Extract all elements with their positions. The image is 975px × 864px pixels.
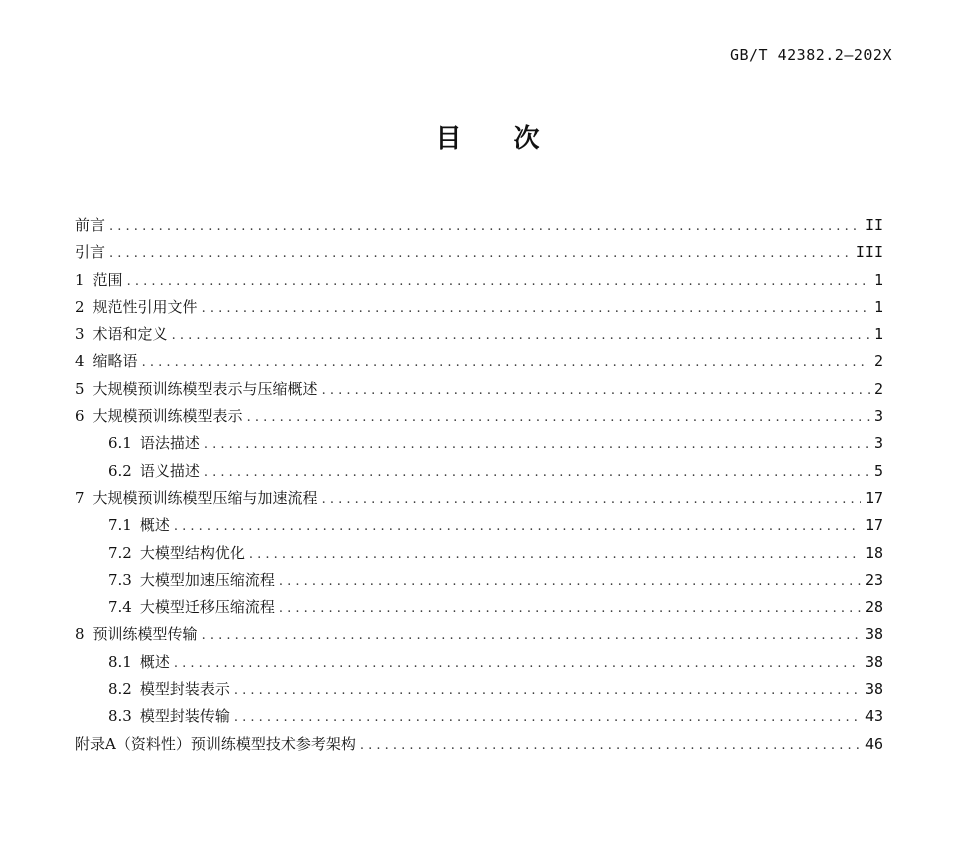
title-char-1: 目 (435, 124, 462, 154)
toc-entry[interactable] (75, 212, 883, 239)
table-of-contents (75, 212, 883, 758)
toc-page-number: II (864, 216, 883, 234)
toc-entry[interactable] (75, 567, 883, 594)
toc-entry-label (75, 212, 107, 239)
toc-page-number: 38 (864, 652, 883, 671)
toc-entry-label (75, 267, 125, 294)
toc-leader-dots (125, 268, 870, 294)
toc-entry-text: 引言 (75, 243, 106, 262)
toc-entry-label (108, 567, 277, 594)
toc-entry[interactable] (75, 594, 883, 621)
toc-page-number: 17 (864, 516, 883, 535)
toc-leader-dots (277, 568, 861, 594)
toc-entry-number: 5 (75, 379, 85, 398)
toc-leader-dots (202, 459, 870, 485)
toc-page-number: 3 (873, 434, 883, 453)
toc-entry-text: 缩略语 (92, 352, 138, 371)
toc-entry-number: 6 (75, 407, 85, 426)
toc-entry[interactable] (75, 321, 883, 348)
toc-leader-dots (277, 595, 861, 621)
toc-entry-number: 7.2 (108, 543, 132, 562)
toc-entry-text: 大规模预训练模型表示与压缩概述 (92, 379, 318, 398)
toc-entry-text: 大规模预训练模型表示 (92, 407, 243, 426)
toc-page-number: 17 (864, 488, 883, 507)
toc-entry[interactable] (75, 376, 883, 403)
toc-entry-text: 模型封装传输 (139, 707, 230, 726)
toc-page-number: 23 (864, 570, 883, 589)
toc-entry[interactable] (75, 649, 883, 676)
toc-entry[interactable] (75, 540, 883, 567)
toc-leader-dots (107, 213, 861, 239)
toc-entry-label (75, 731, 358, 758)
toc-entry-label (108, 540, 247, 567)
toc-entry-number: 8 (75, 625, 85, 644)
toc-entry-text: 附录A（资料性）预训练模型技术参考架构 (75, 734, 356, 753)
toc-entry-number: 4 (75, 352, 85, 371)
toc-entry-number: 8.3 (108, 707, 132, 726)
toc-leader-dots (232, 704, 861, 730)
toc-entry[interactable] (75, 348, 883, 375)
toc-entry[interactable] (75, 267, 883, 294)
toc-entry-text: 大模型加速压缩流程 (139, 570, 275, 589)
toc-leader-dots (320, 486, 861, 512)
toc-entry-label (75, 239, 107, 266)
toc-entry[interactable] (75, 703, 883, 730)
toc-leader-dots (172, 650, 861, 676)
toc-leader-dots (202, 431, 870, 457)
toc-leader-dots (140, 349, 870, 375)
toc-entry-label (108, 458, 202, 485)
toc-entry[interactable] (75, 731, 883, 758)
toc-entry-number: 7.1 (108, 516, 132, 535)
toc-entry-text: 术语和定义 (92, 325, 168, 344)
toc-entry-label (108, 703, 232, 730)
toc-entry-text: 语法描述 (139, 434, 200, 453)
toc-entry-label (108, 512, 172, 539)
toc-entry-number: 1 (75, 270, 85, 289)
toc-entry-text: 模型封装表示 (139, 680, 230, 699)
toc-leader-dots (320, 377, 870, 403)
toc-entry-text: 前言 (75, 216, 106, 234)
toc-leader-dots (170, 322, 870, 348)
toc-leader-dots (245, 404, 870, 430)
toc-entry-number: 7 (75, 488, 85, 507)
toc-page-number: 46 (864, 734, 883, 753)
toc-entry-text: 预训练模型传输 (92, 625, 198, 644)
toc-entry-number: 8.1 (108, 652, 132, 671)
toc-page-number: 1 (873, 297, 883, 316)
toc-entry[interactable] (75, 403, 883, 430)
toc-entry[interactable] (75, 621, 883, 648)
toc-entry-number: 6.2 (108, 461, 132, 480)
toc-page-number: 28 (864, 598, 883, 617)
toc-leader-dots (232, 677, 861, 703)
toc-entry-text: 范围 (92, 270, 123, 289)
toc-entry-text: 大模型迁移压缩流程 (139, 598, 275, 617)
toc-leader-dots (107, 240, 852, 266)
toc-entry-text: 大规模预训练模型压缩与加速流程 (92, 488, 318, 507)
toc-entry[interactable] (75, 239, 883, 266)
toc-entry-label (108, 676, 232, 703)
toc-entry[interactable] (75, 512, 883, 539)
toc-entry[interactable] (75, 430, 883, 457)
toc-page-number: 38 (864, 625, 883, 644)
toc-entry-label (75, 294, 200, 321)
toc-leader-dots (247, 541, 861, 567)
toc-entry-text: 概述 (139, 652, 170, 671)
toc-entry-label (108, 430, 202, 457)
toc-entry-label (75, 621, 200, 648)
page-title (0, 118, 975, 155)
toc-entry[interactable] (75, 294, 883, 321)
toc-entry-text: 大模型结构优化 (139, 543, 245, 562)
toc-entry-label (75, 485, 320, 512)
toc-entry[interactable] (75, 458, 883, 485)
toc-page-number: 3 (873, 407, 883, 426)
toc-page-number: 38 (864, 680, 883, 699)
toc-page-number: 2 (873, 379, 883, 398)
toc-entry-number: 7.4 (108, 598, 132, 617)
toc-entry-number: 8.2 (108, 680, 132, 699)
toc-page-number: 18 (864, 543, 883, 562)
toc-page-number: 1 (873, 325, 883, 344)
toc-leader-dots (358, 732, 861, 758)
toc-page-number: III (855, 243, 883, 262)
toc-entry-label (108, 649, 172, 676)
toc-leader-dots (200, 622, 861, 648)
toc-entry-label (75, 348, 140, 375)
toc-entry-text: 概述 (139, 516, 170, 535)
toc-entry-number: 7.3 (108, 570, 132, 589)
toc-entry[interactable] (75, 676, 883, 703)
toc-page-number: 5 (873, 461, 883, 480)
toc-entry-text: 规范性引用文件 (92, 297, 198, 316)
toc-leader-dots (172, 513, 861, 539)
toc-entry-label (108, 594, 277, 621)
toc-page-number: 2 (873, 352, 883, 371)
standard-number: GB/T 42382.2—202X (729, 46, 892, 64)
toc-entry-number: 2 (75, 297, 85, 316)
toc-entry-text: 语义描述 (139, 461, 200, 480)
toc-leader-dots (200, 295, 870, 321)
toc-entry-number: 6.1 (108, 434, 132, 453)
toc-entry-label (75, 376, 320, 403)
toc-entry-label (75, 321, 170, 348)
toc-entry[interactable] (75, 485, 883, 512)
toc-entry-label (75, 403, 245, 430)
toc-entry-number: 3 (75, 325, 85, 344)
toc-page-number: 1 (873, 270, 883, 289)
toc-page-number: 43 (864, 707, 883, 726)
title-char-2: 次 (513, 124, 540, 154)
